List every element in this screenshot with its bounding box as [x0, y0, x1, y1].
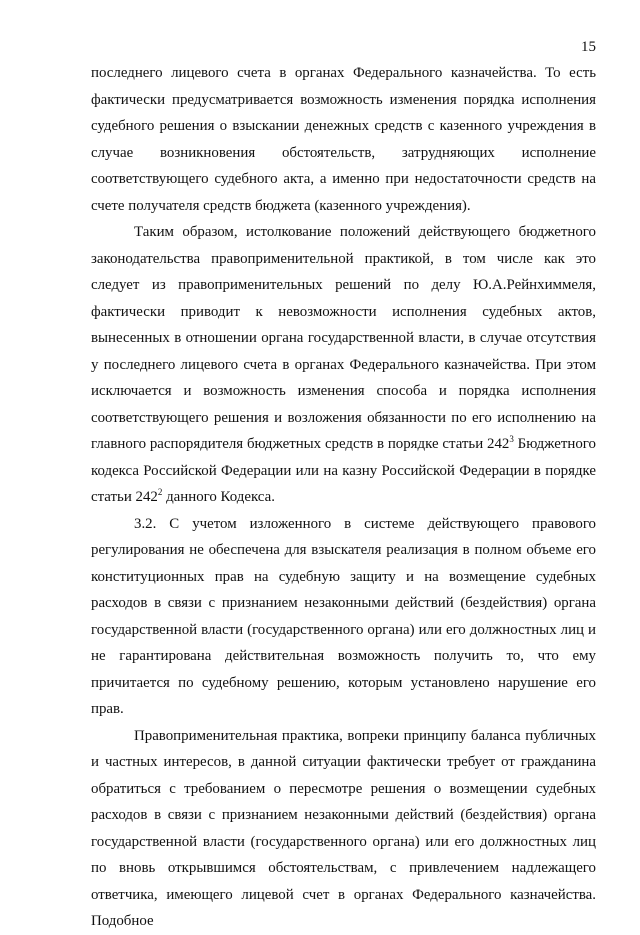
paragraph-3: 3.2. С учетом изложенного в системе действующего правового регулирования не обеспечена для взыскателя реализация в полном объеме его конституционных прав на судебную защиту и на возмещение судебных расходов в связи с признанием незаконными действий (бездействия) органа государственной власти (государственного органа) или его должностных лиц и не гарантирована действительная возможность получить то, что ему причитается по судебному решению, которым установлено нарушение его прав.: [91, 515, 596, 717]
page-number: 15: [581, 39, 596, 55]
paragraph-4: Правоприменительная практика, вопреки принципу баланса публичных и частных интересов, в данной ситуации фактически требует от гражданина обратиться с требованием о пересмотре решения о возмещении судебных расходов в связи с признанием незаконными действий (бездействия) органа государственной власти (государственного органа) или его должностных лиц по вновь открывшимся обстоятельствам, с привлечением надлежащего ответчика, имеющего лицевой счет в органах Федерального казначейства. Подобное: [91, 727, 596, 929]
paragraph-2-text-b: Бюджетного кодекса Российской Федерации или на казну Российской Федерации в порядке статьи 242: [91, 436, 596, 505]
paragraph-2: [91, 219, 596, 511]
paragraph-2-text-c: данного Кодекса.: [162, 489, 275, 505]
article-superscript-3: 3: [509, 434, 514, 444]
article-superscript-2: 2: [157, 487, 163, 497]
paragraph-1: последнего лицевого счета в органах Федерального казначейства. То есть фактически предусматривается возможность изменения порядка исполнения судебного решения о взыскании денежных средств с казенного учреждения в случае возникновения обстоятельств, затрудняющих исполнение соответствующего судебного акта, а именно при недостаточности средств на счете получателя средств бюджета (казенного учреждения).: [91, 65, 596, 214]
document-body: [91, 60, 596, 935]
paragraph-2-text-a: Таким образом, истолкование положений действующего бюджетного законодательства правоприменительной практикой, в том числе как это следует из правоприменительных решений по делу Ю.А.Рейнхиммеля, фактически приводит к невозможности исполнения судебных актов, вынесенных в отношении органа государственной власти, в случае отсутствия у последнего лицевого счета в органах Федерального казначейства. При этом исключается и возможность изменения способа и порядка исполнения соответствующего решения и возложения обязанности по его исполнению на главного распорядителя бюджетных средств в порядке статьи 242: [91, 224, 596, 452]
